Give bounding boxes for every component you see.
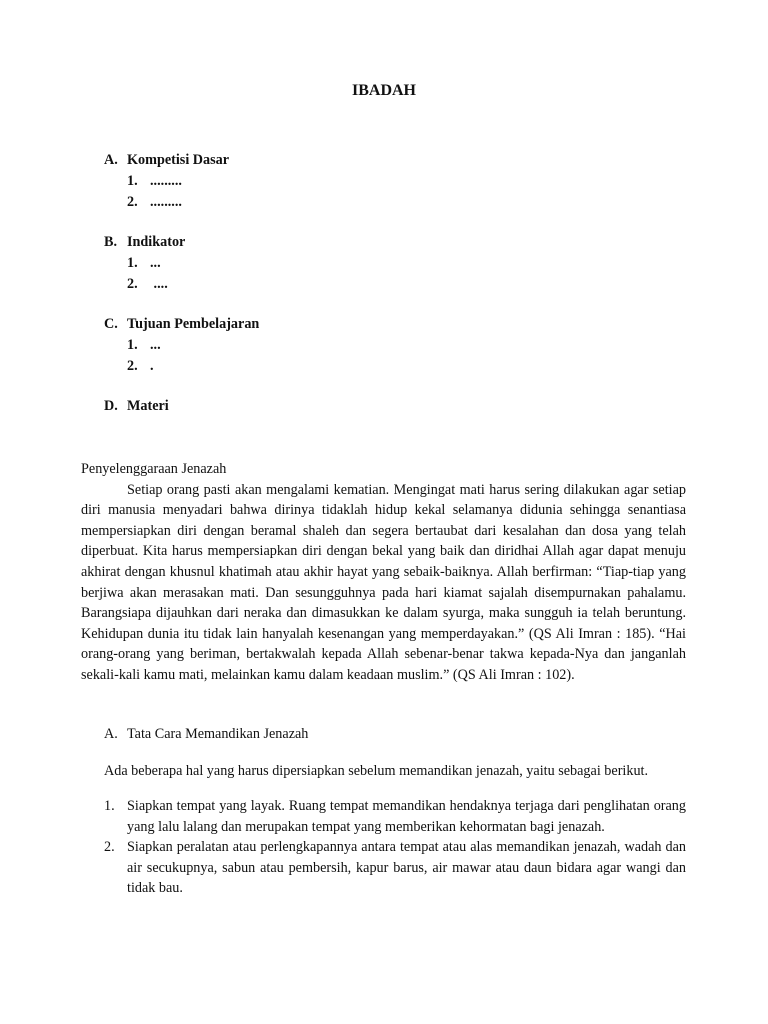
list-number: 1. (104, 798, 115, 814)
list-number: 2. (127, 193, 138, 210)
section-letter: A. (104, 152, 118, 168)
list-item (104, 796, 686, 837)
section-letter: C. (104, 316, 118, 332)
list-number: 2. (127, 357, 138, 374)
document-title: IBADAH (351, 82, 416, 99)
section-a-heading (104, 150, 229, 170)
list-number: 1. (127, 173, 138, 189)
section-b-heading (104, 232, 185, 252)
list-item (127, 274, 168, 295)
materi-heading: Penyelenggaraan Jenazah (81, 461, 227, 477)
section-c-list (127, 335, 161, 376)
list-text: Siapkan peralatan atau perlengkapannya antara tempat atau alas memandikan jenazah, wadah dan air secukupnya, sabun atau pembersih, kapur barus, air mawar atau daun bidara agar wangi dan tidak bau. (127, 839, 686, 897)
list-text: ... (150, 337, 161, 353)
list-number: 2. (104, 839, 115, 856)
list-item (127, 335, 161, 356)
list-text: Siapkan tempat yang layak. Ruang tempat memandikan hendaknya terjaga dari penglihatan orang yang lalu lalang dan merupakan tempat yang memberikan kehormatan bagi jenazah. (127, 798, 686, 835)
list-number: 1. (127, 255, 138, 271)
list-number: 2. (127, 275, 138, 292)
list-text: ......... (150, 173, 182, 189)
list-number: 1. (127, 337, 138, 353)
section-label: Materi (127, 398, 169, 414)
list-item (127, 192, 182, 213)
materi-body (81, 459, 686, 686)
materi-paragraph: Setiap orang pasti akan mengalami kematian. Mengingat mati harus sering dilakukan agar setiap diri manusia menyadari bahwa dirinya tidaklah hidup kekal selamanya didunia sehingga senantiasa mempersiapkan diri dengan beramal shaleh dan segera bertaubat dari kesalahan dan dosa yang telah diperbuat. Kita harus mempersiapkan diri dengan bekal yang baik dan diridhai Allah agar dapat menuju akhirat dengan khusnul khatimah atau akhir hayat yang sebaik-baiknya. Allah berfirman: “Tiap-tiap yang berjiwa akan merasakan mati. Dan sesungguhnya pada hari kiamat sajalah disempurnakan pahalamu. Barangsiapa dijauhkan dari neraka dan dimasukkan ke dalam syurga, maka sungguh ia telah beruntung. Kehidupan dunia itu tidak lain hanyalah kesenangan yang memperdayakan.” (QS Ali Imran : 185). “Hai orang-orang yang beriman, bertakwalah kepada Allah sebenar-benar takwa kepada-Nya dan janganlah sekali-kali kamu mati, melainkan kamu dalam keadaan muslim.” (QS Ali Imran : 102). (81, 481, 686, 683)
steps-list (104, 796, 686, 899)
list-item (127, 356, 161, 377)
list-item (127, 171, 182, 192)
section-b-list (127, 253, 168, 294)
section-c-heading (104, 314, 259, 334)
list-text: ... (150, 255, 161, 271)
subsection-heading (104, 724, 308, 744)
section-d-heading (104, 396, 169, 416)
intro-text: Ada beberapa hal yang harus dipersiapkan sebelum memandikan jenazah, yaitu sebagai berikut. (104, 763, 649, 779)
section-label: Kompetisi Dasar (127, 152, 230, 168)
section-label: Tujuan Pembelajaran (127, 316, 260, 332)
section-a-list (127, 171, 182, 212)
list-text: .... (150, 275, 168, 292)
list-item (104, 837, 686, 899)
list-text: . (150, 357, 154, 374)
section-letter: B. (104, 234, 118, 250)
list-text: ......... (150, 193, 182, 210)
subsection-label: Tata Cara Memandikan Jenazah (127, 726, 309, 742)
section-label: Indikator (127, 234, 186, 250)
section-letter: D. (104, 398, 118, 414)
list-item (127, 253, 168, 274)
subsection-letter: A. (104, 726, 118, 742)
